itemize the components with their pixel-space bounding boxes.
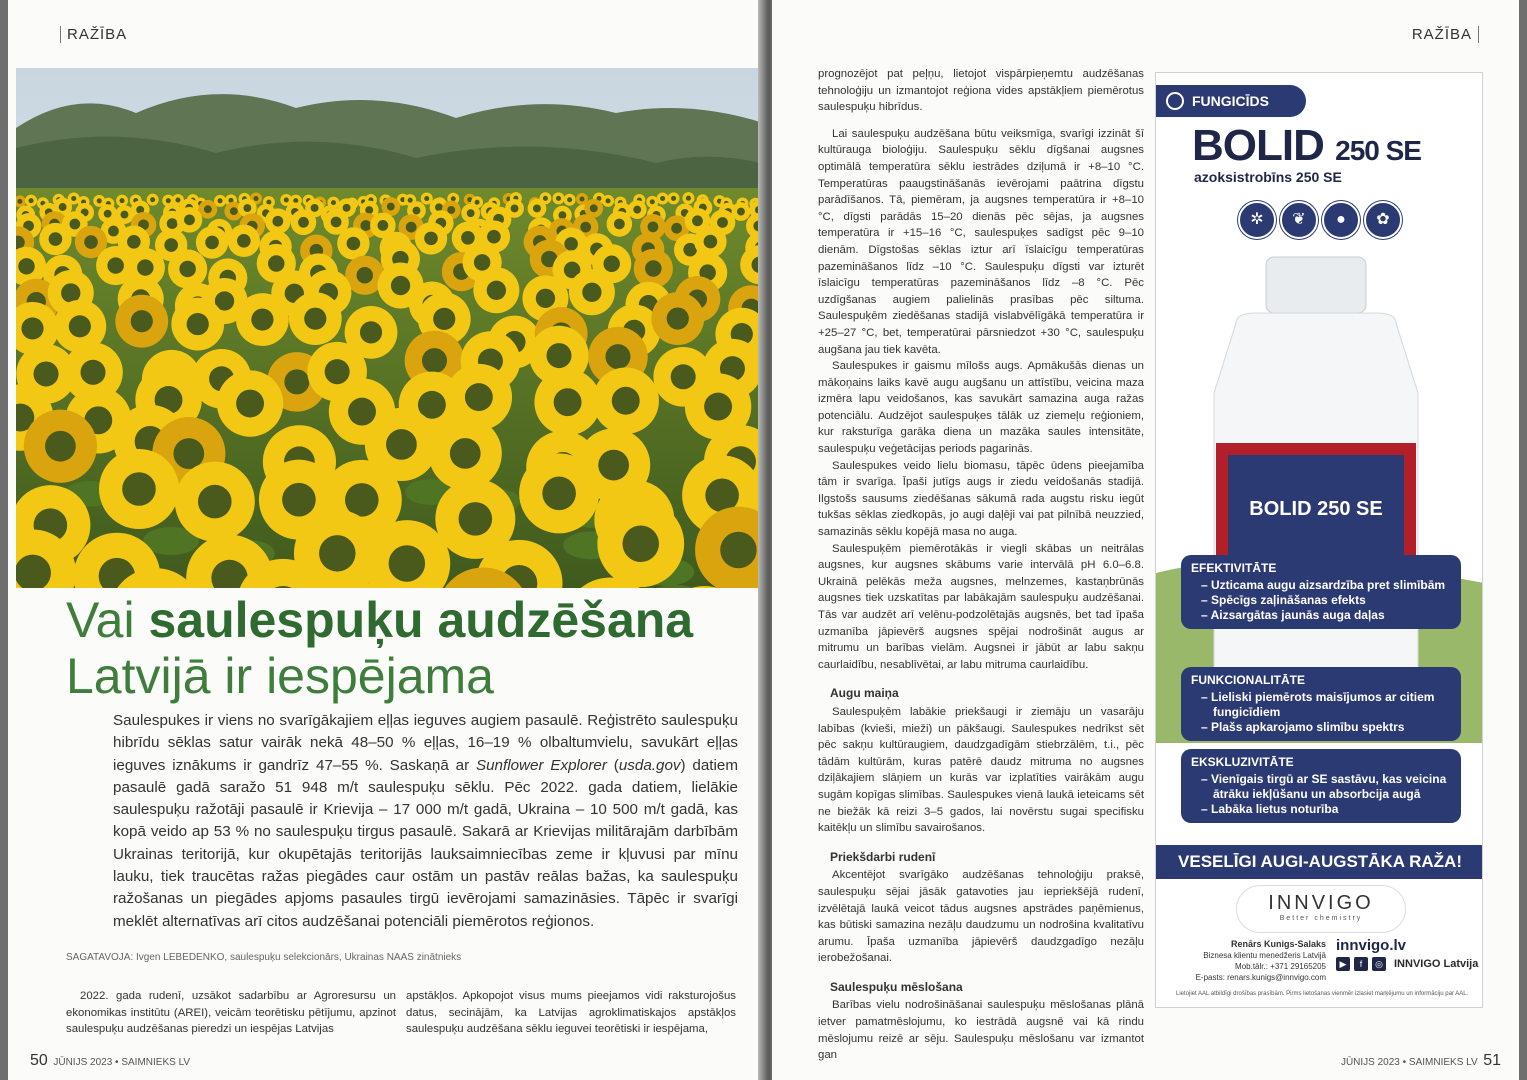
facebook-icon: f [1354, 957, 1368, 971]
sunflower-field-image [16, 68, 766, 588]
body-column-1 [66, 988, 396, 1038]
ad-brand-suffix: 250 SE [1335, 135, 1421, 166]
youtube-icon: ▶ [1336, 957, 1350, 971]
ad-bullet: – Labāka lietus noturība [1201, 802, 1339, 816]
barley-icon: ❦ [1280, 201, 1318, 239]
wheat-icon: ✲ [1238, 201, 1276, 239]
body-column-2 [406, 988, 736, 1038]
beet-icon: ● [1322, 201, 1360, 239]
ad-bullet: – Vienīgais tirgū ar SE sastāvu, kas veicina ātrāku iekļūšanu un absorbcija augā [1201, 772, 1447, 801]
byline: SAGATAVOJA: Ivgen LEBEDENKO, saulespuķu selekcionārs, Ukrainas NAAS zinātnieks [66, 952, 462, 963]
body-paragraph: apstākļos. Apkopojot visus mums pieejamos vidi raksturojošus datus, secinājām, ka Latvijas agroklimatiskajos apstākļos saulespuķu audzēšana sēklu ieguvei teorētiski ir iespējama, [406, 990, 736, 1036]
ad-bullet: – Lieliski piemērots maisījumos ar citiem fungicīdiem [1201, 690, 1435, 719]
contact-email: E-pasts: renars.kunigs@innvigo.com [1195, 973, 1326, 982]
issue-info: JŪNIJS 2023 • SAIMNIEKS LV [1340, 1057, 1478, 1068]
ad-brand [1192, 121, 1421, 171]
ad-slogan: VESELĪGI AUGI-AUGSTĀKA RAŽA! [1156, 845, 1483, 879]
body-paragraph: Saulespukes veido lielu biomasu, tāpēc ūdens pieejamība tām ir svarīga. Īpaši jutīgs augs ir ziedu veidošanās stadijā. Ilgstošs sausums ziedēšanas sākumā rada augstu risku iegūt tukšas sēklas ziedkopās, jo augi daļēji vai pat pilnībā neuzzied, samazinās sēklu kopējā masa no auga. [818, 459, 1144, 539]
title-light-part: Vai [66, 592, 149, 648]
ad-disclaimer: Lietojiet AAL atbildīgi drošības prasībām. Pirms lietošanas vienmēr izlasiet marķējumu un informāciju par AAL. [1176, 991, 1469, 997]
ad-brand-name: BOLID [1192, 121, 1324, 170]
ad-panel-functionality [1181, 667, 1461, 741]
body-paragraph: Akcentējot svarīgāko audzēšanas tehnoloģiju praksē, saulespuķu sējai jāsāk gatavoties jau iepriekšējā rudenī, izvēlētajā laukā veicot tādus augsnes apstrādes paņēmienus, kas būtiski samazina nezāļu daudzumu un nodrošina kvalitatīvu arumu. Īpaša uzmanība jāpievērš daudzgadīgo nezāļu ierobežošanai. [818, 869, 1144, 965]
ad-bullet: – Spēcīgs zaļināšanas efekts [1201, 593, 1366, 607]
ad-bullet: – Uzticama augu aizsardzība pret slimībām [1201, 578, 1446, 592]
ad-panel-title: FUNKCIONALITĀTE [1191, 673, 1305, 687]
ad-bullet: – Plašs apkarojamo slimību spektrs [1201, 720, 1405, 734]
article-lead [113, 710, 738, 933]
lead-text: Saulespukes ir viens no svarīgākajiem eļļas ieguves augiem pasaulē. Reģistrēto saulespuķu hibrīdu sēklas satur vairāk nekā 48–50 % eļļas, 16–19 % olbaltumvielu, savukārt eļļas ieguves iznākums ir gandrīz 47–55 %. Saskaņā ar [113, 712, 738, 774]
footer-right [1341, 1052, 1501, 1070]
body-paragraph: Lai saulespuķu audzēšana būtu veiksmīga, svarīgi izzināt šī kultūrauga bioloģiju. Saulespuķu sēklu dīgšanai augsnes optimālā temperatūra sēklu iestrādes dziļumā ir +8–10 °C. Temperatūras paaugstināšanās ievērojami paātrina dīgstu parādīšanos. Tā, piemēram, ja augsnes temperatūra ir +8–10 °C, dīgsti parādās 15–20 dienās pēc sējas, ja augsnes temperatūra ir +15–16 °C, saulespuķes sadīgst pēc 9–10 dienām. Dīgstošas sēklas iztur arī īslaicīgu temperatūras pazemināšanos līdz –10 °C. Saulespuķu dīgsti var izturēt īslaicīgu temperatūras pazemināšanos līdz –8 °C. Pēc uzdīgšanas augiem palielinās prasības pēc siltuma. Saulespuķēm ziedēšanas stadijā vislabvēlīgākā temperatūra ir +25–27 °C, bet, temperatūrai pārsniedzot +30 °C, saulespuķu augšana jau tiek kavēta. [818, 127, 1144, 356]
crop-icons [1238, 201, 1402, 239]
ad-active-ingredient: azoksistrobīns 250 SE [1194, 169, 1342, 185]
ad-panel-exclusivity [1181, 749, 1461, 823]
ad-bullet: – Aizsargātas jaunās auga daļas [1201, 608, 1385, 622]
instagram-icon: ◎ [1372, 957, 1386, 971]
left-page [8, 0, 766, 1080]
innvigo-logo [1236, 885, 1406, 933]
fungicide-advert [1155, 72, 1483, 1008]
body-paragraph: Barības vielu nodrošināšanai saulespuķu mēslošanas plānā ietver pamatmēslojumu, ko iestrādā augsnē vai kā rindu mēslojumu reizē ar sēju. Saulespuķu mēslošanu var izmantot gan [818, 999, 1144, 1062]
article-title [66, 592, 756, 704]
page-number: 51 [1483, 1052, 1501, 1069]
social-name: INNVIGO Latvija [1394, 958, 1479, 970]
body-paragraph: Saulespuķēm piemērotākās ir viegli skābas un neitrālas augsnes, kur augsnes skābums varie intervālā pH 6.0–6.8. Ukrainā pelēkās meža augsnes, melnzemes, kastaņbrūnās augsnes tiek uzskatītas par labākajām saulespuķu audzēšanai. Tās var audzēt arī velēnu-podzolētajās augsnēs, bet tad īpaša uzmanība jāpievērš augsnes spējai nodrošināt augus ar mitrumu un barības vielām. Augsnei ir jābūt ar labu sakņu caurlaidību, nesablīvētai, ar labu mitruma caurlaidību. [818, 542, 1144, 671]
body-column-3 [818, 66, 1144, 1064]
logo-tagline: Better chemistry [1279, 915, 1363, 922]
issue-info: JŪNIJS 2023 • SAIMNIEKS LV [53, 1057, 191, 1068]
ad-panel-title: EFEKTIVITĀTE [1191, 561, 1277, 575]
subheading: Saulespuķu mēslošana [830, 979, 963, 994]
ad-panel-efficiency [1181, 555, 1461, 629]
right-page [772, 0, 1519, 1080]
ad-website: innvigo.lv [1336, 937, 1407, 954]
lead-italic-2: usda.gov [618, 756, 681, 774]
ad-contact [1176, 939, 1326, 983]
ad-category: FUNGICĪDS [1192, 93, 1269, 109]
lead-text-2: ( [606, 756, 619, 774]
ad-category-band [1156, 85, 1306, 117]
footer-left [30, 1052, 190, 1070]
section-label: RAŽĪBA [60, 26, 127, 43]
body-paragraph: 2022. gada rudenī, uzsākot sadarbību ar Agroresursu un ekonomikas institūtu (AREI), veicām teorētisku pētījumu, apzinot saulespuķu audzēšanas pieredzi un iespējas Latvijas [66, 990, 396, 1036]
leaf-icon [1166, 92, 1184, 110]
ad-panel-title: EKSKLUZIVITĀTE [1191, 755, 1294, 769]
ad-social [1336, 957, 1478, 971]
body-paragraph: prognozējot pat peļņu, lietojot vispārpieņemtu audzēšanas tehnoloģiju un izmantojot reģiona vides apstākļiem piemērotus saulespuķu hibrīdus. [818, 68, 1144, 114]
sunflower-field-photo [16, 68, 766, 588]
rapeseed-icon: ✿ [1364, 201, 1402, 239]
bottle-label: BOLID 250 SE [1249, 498, 1383, 520]
contact-phone: Mob.tālr.: +371 29165205 [1235, 962, 1326, 971]
lead-italic: Sunflower Explorer [475, 756, 607, 774]
title-bold-part: saulespuķu audzēšana [148, 592, 694, 648]
page-number: 50 [30, 1052, 48, 1069]
contact-name: Renārs Kunigs-Salaks [1230, 939, 1326, 949]
section-label: RAŽĪBA [1412, 26, 1479, 43]
body-paragraph: Saulespukes ir gaismu mīlošs augs. Apmākušās dienas un mākoņains laiks kavē augu augšanu un attīstību, veicina maza izmēra lapu veidošanos, kas savukārt samazina auga ražas potenciālu. Audzējot saulespuķes tālāk uz ziemeļu reģioniem, kur raksturīga garāka diena un mazāka saules intensitāte, saulespuķu veģetācijas periods pagarinās. [818, 360, 1144, 456]
contact-role: Biznesa klientu menedžeris Latvijā [1203, 951, 1326, 960]
logo-name: INNVIGO [1268, 892, 1374, 914]
subheading: Augu maiņa [830, 686, 899, 701]
subheading: Priekšdarbi rudenī [830, 849, 936, 864]
lead-text-3: ) datiem pasaulē gadā saražo 51 948 m/t saulespuķu sēklu. Pēc 2022. gada datiem, lielākie saulespuķu ražotāji pasaulē ir Krievija – 17 000 m/t gadā, Ukraina – 10 500 m/t gadā, kas kopā veido ap 53 % no saulespuķu tirgus pasaulē. Sakarā ar Krievijas militārajām darbībām Ukrainas teritorijā, kur okupētajās teritorijās lauksaimniecības zeme ir kļuvusi par mīnu lauku, tiek traucētas ražas piegādes caur ostām un pastāv reālas bažas, ka saulespuķu ražošanas un piegādes apjoms pasaules tirgū ievērojami samazināsies. Tāpēc ir svarīgi meklēt alternatīvas arī citos audzēšanai potenciāli piemērotos reģionos. [113, 756, 738, 930]
title-light-part-2: Latvijā ir iespējama [66, 648, 494, 704]
body-paragraph: Saulespuķēm labākie priekšaugi ir ziemāju un vasarāju labības (kvieši, mieži) un pākšaugi. Saulespukes nedrīkst sēt pēc sakņu kultūraugiem, daudzgadīgām stiebrzālēm, t.i., pēc tādām kultūrām, kuras patērē daudz mitruma no augsnes dziļākajiem slāņiem un kurās var izplatīties vairākām augu sugām kopīgas slimības. Saulespukes vienā laukā ieteicams sēt ne biežāk kā reizi 3–5 gados, lai novērstu sugai specifisku kaitēkļu un slimību savairošanos. [818, 705, 1144, 835]
